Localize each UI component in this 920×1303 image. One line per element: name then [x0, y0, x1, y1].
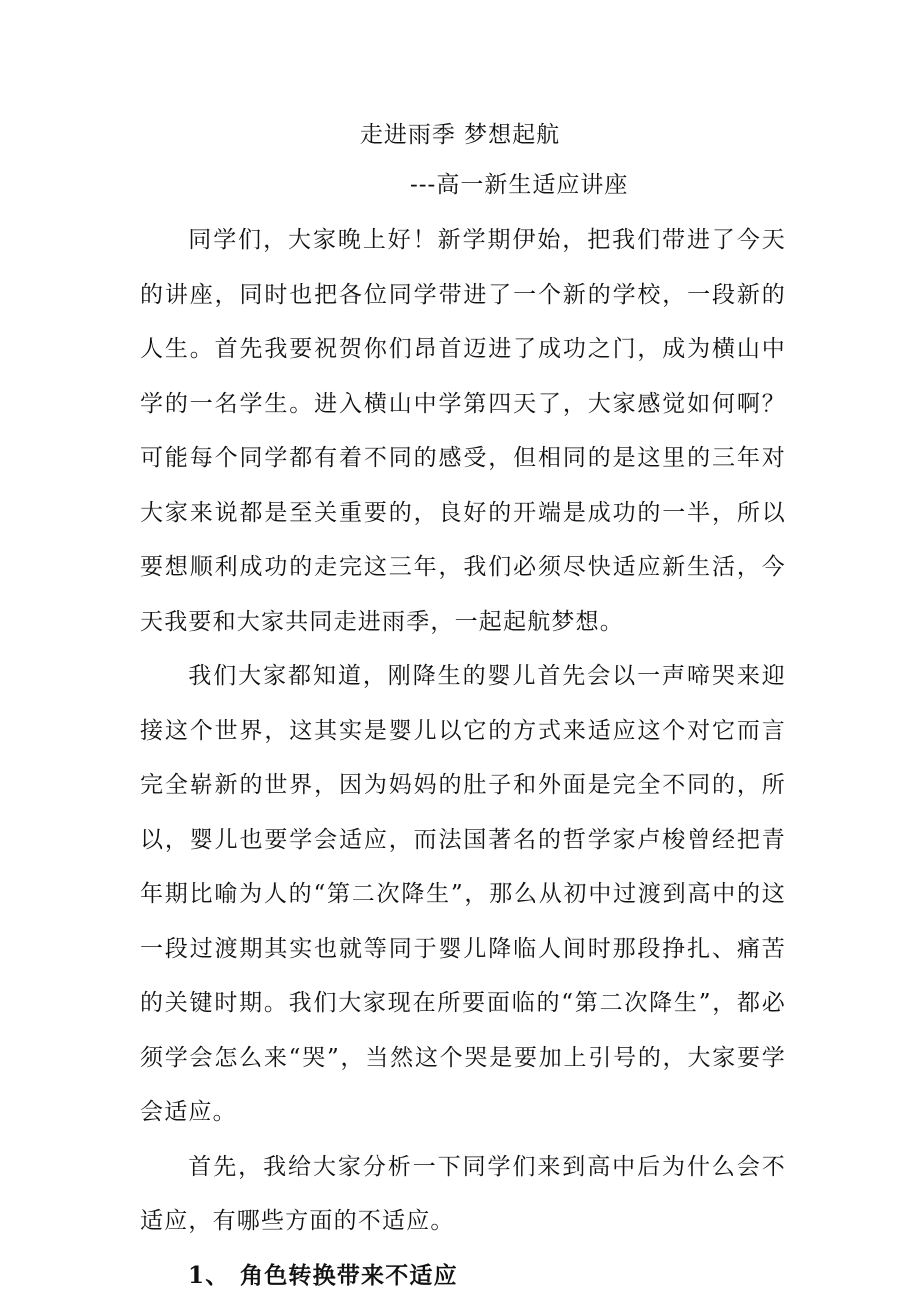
section-heading-text: 角色转换带来不适应 [240, 1262, 458, 1289]
document-subtitle: ---高一新生适应讲座 [410, 168, 628, 202]
document-body [140, 213, 786, 1303]
paragraph-second-birth: 我们大家都知道，刚降生的婴儿首先会以一声啼哭来迎接这个世界，这其实是婴儿以它的方式来适应这个对它而言完全崭新的世界，因为妈妈的肚子和外面是完全不同的，所以，婴儿也要学会适应，而法国著名的哲学家卢梭曾经把青年期比喻为人的“第二次降生”，那么从初中过渡到高中的这一段过渡期其实也就等同于婴儿降临人间时那段挣扎、痛苦的关键时期。我们大家现在所要面临的“第二次降生”，都必须学会怎么来“哭”，当然这个哭是要加上引号的，大家要学会适应。 [140, 649, 786, 1140]
section-heading-number: 1、 [188, 1249, 240, 1303]
document-title: 走进雨季 梦想起航 [0, 118, 920, 152]
paragraph-analysis-intro: 首先，我给大家分析一下同学们来到高中后为什么会不适应，有哪些方面的不适应。 [140, 1140, 786, 1249]
paragraph-greeting: 同学们，大家晚上好！新学期伊始，把我们带进了今天的讲座，同时也把各位同学带进了一个新的学校，一段新的人生。首先我要祝贺你们昂首迈进了成功之门，成为横山中学的一名学生。进入横山中学第四天了，大家感觉如何啊？可能每个同学都有着不同的感受，但相同的是这里的三年对大家来说都是至关重要的，良好的开端是成功的一半，所以要想顺利成功的走完这三年，我们必须尽快适应新生活，今天我要和大家共同走进雨季，一起起航梦想。 [140, 213, 786, 649]
section-heading [140, 1249, 786, 1303]
